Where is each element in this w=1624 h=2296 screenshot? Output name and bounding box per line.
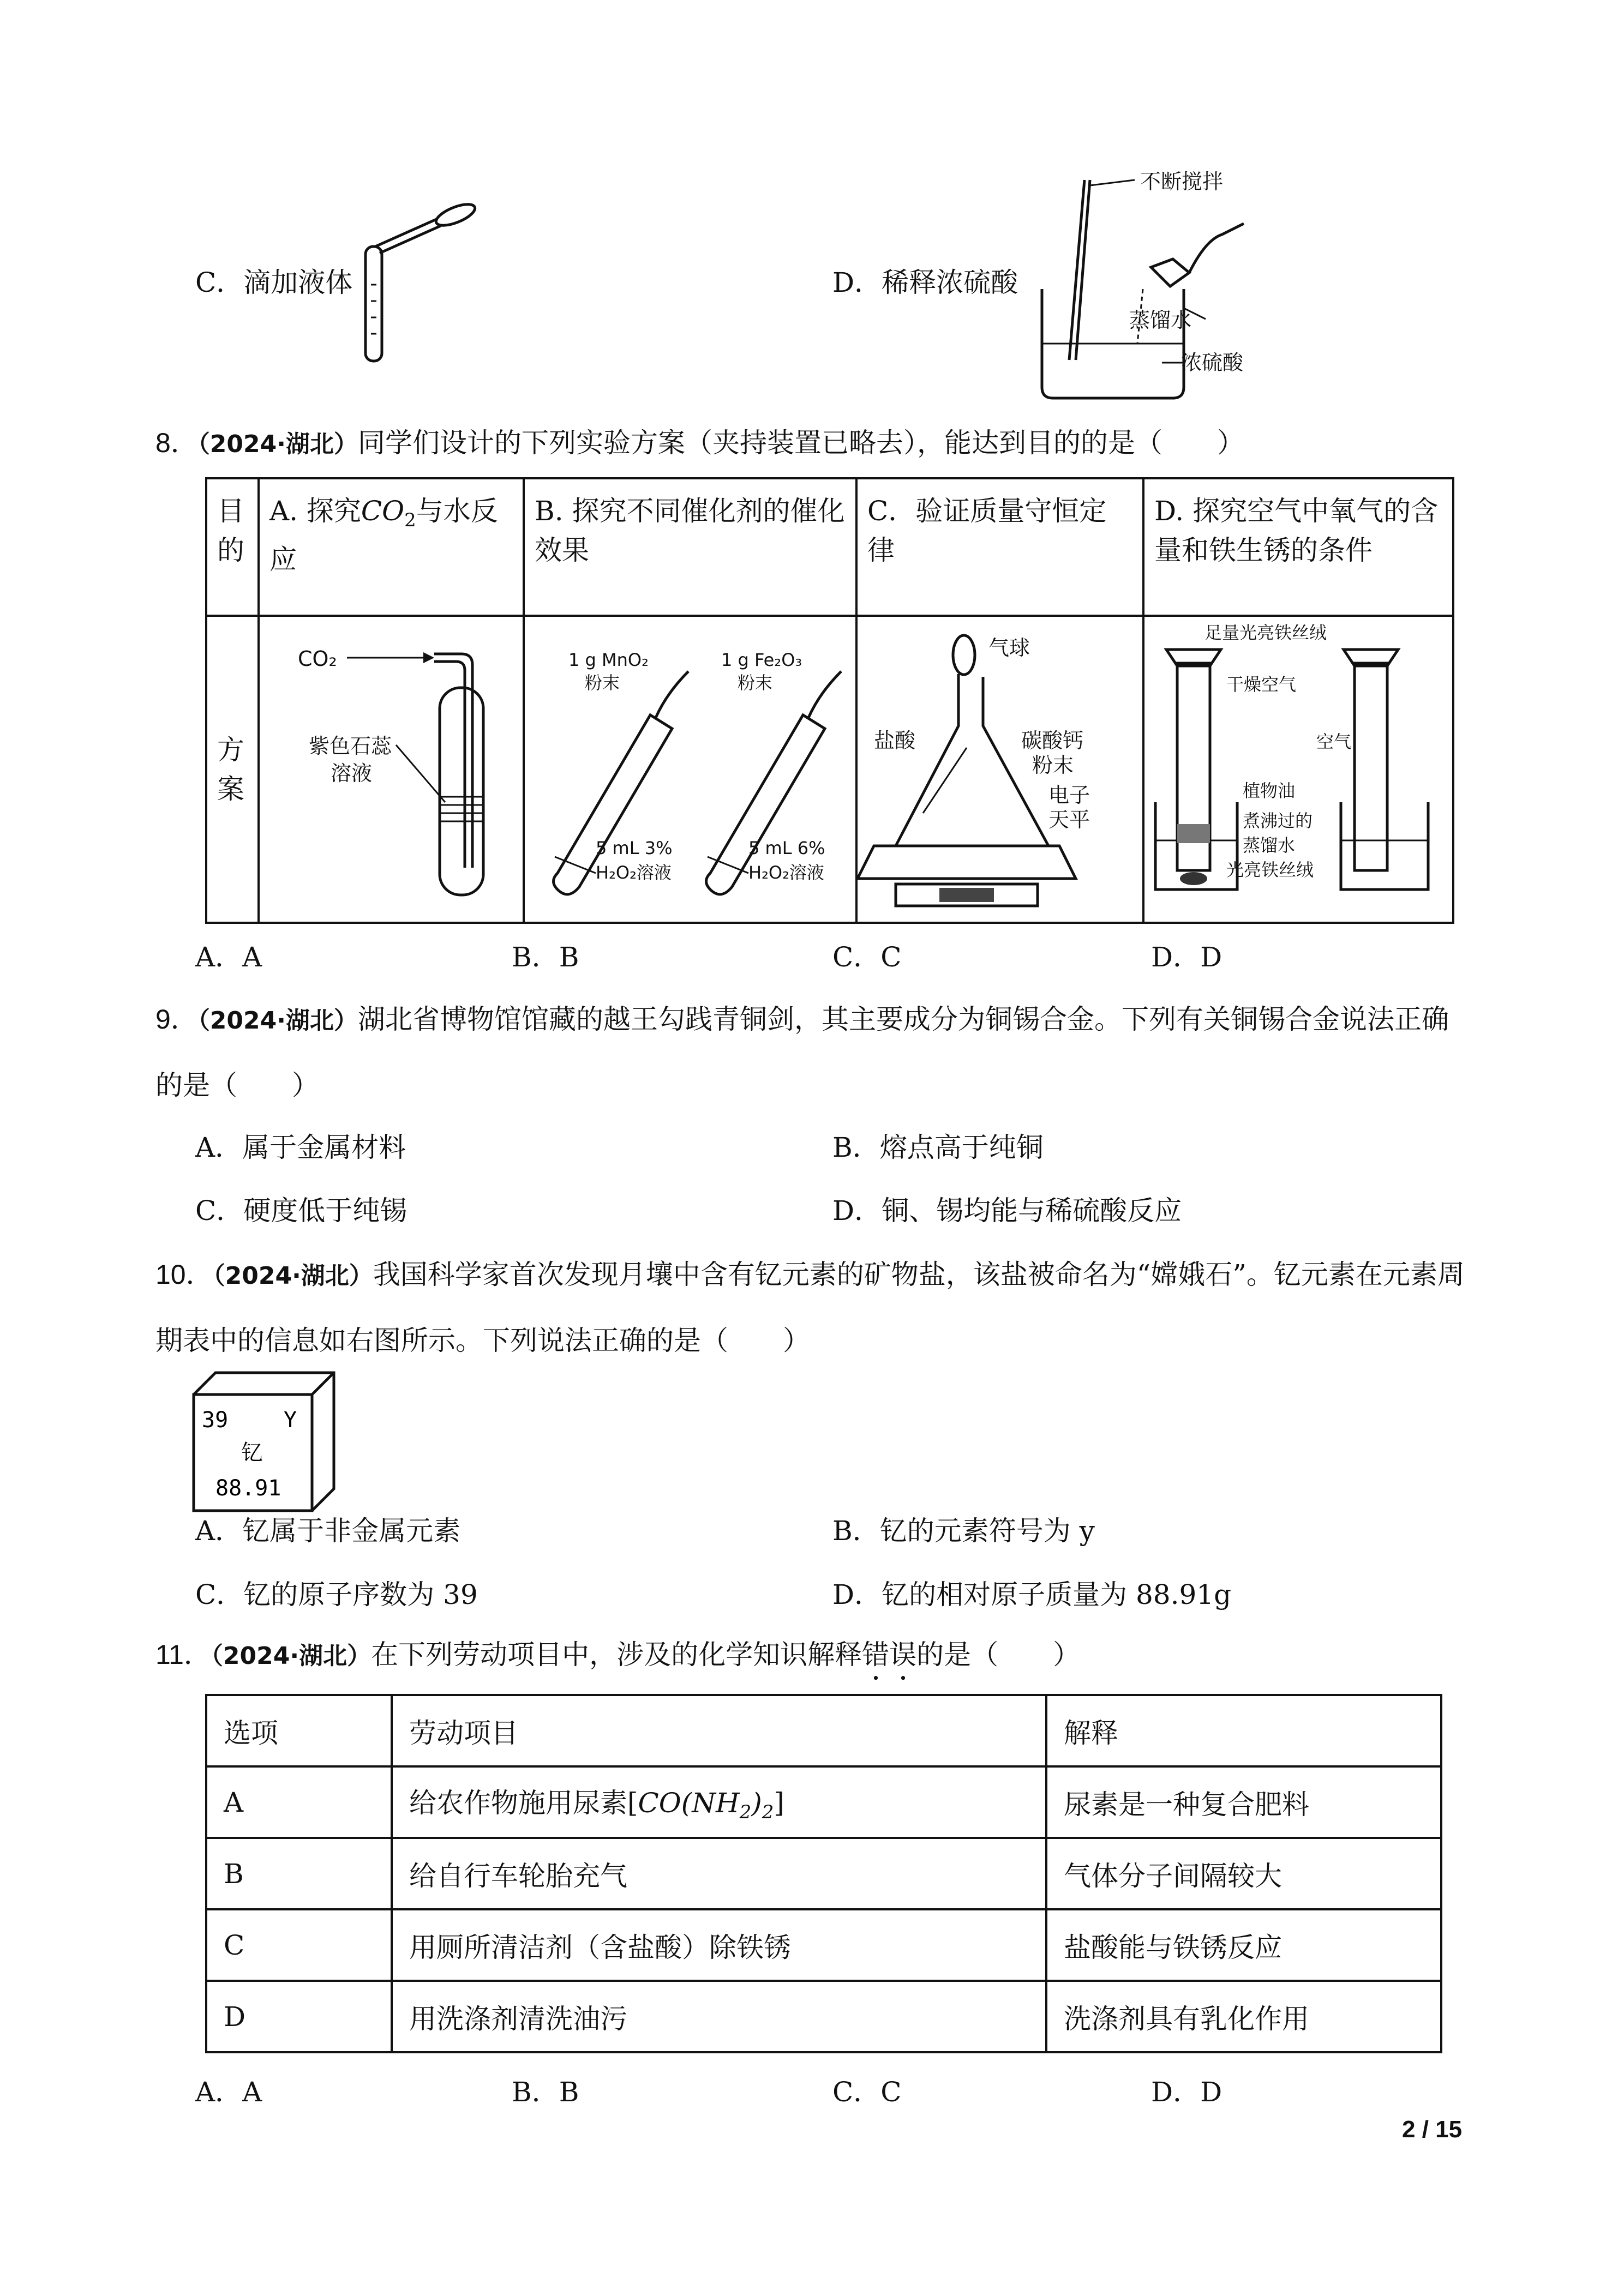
q9-number: 9． (155, 1004, 198, 1035)
label-litmus-2: 溶液 (331, 761, 373, 785)
q8-cell-d: D. 探究空气中氧气的含量和铁生锈的条件 (1143, 478, 1453, 616)
row-b-item: 给自行车轮胎充气 (392, 1838, 1046, 1909)
q11-text-pre: 在下列劳动项目中，涉及的化学知识解释 (371, 1639, 862, 1670)
label-water: 蒸馏水 (1129, 308, 1192, 332)
label-h2o2-6: 5 mL 6% (748, 838, 825, 858)
q8-option-a: A．A (195, 941, 262, 973)
q10-number: 10． (155, 1259, 213, 1290)
row-a-option: A (206, 1766, 392, 1838)
q9-option-d: D．铜、锡均能与稀硫酸反应 (832, 1195, 1182, 1227)
q9-stem (155, 987, 1476, 1117)
q8-text: 同学们设计的下列实验方案（夹持装置已略去），能达到目的的是（ ） (358, 427, 1244, 459)
q11-option-c: C．C (832, 2076, 902, 2108)
label-balance-2: 天平 (1048, 808, 1090, 832)
element-symbol: Y (284, 1408, 297, 1433)
label-fe2o3-powder: 粉末 (738, 672, 773, 693)
q11-text-post: 的是（ ） (916, 1639, 1081, 1670)
q9-option-b: B．熔点高于纯铜 (832, 1132, 1044, 1163)
q8-option-c: C．C (832, 941, 902, 973)
q9-option-c: C．硬度低于纯锡 (195, 1195, 408, 1227)
label-boiled: 煮沸过的 (1243, 810, 1313, 831)
row-b-option: B (206, 1838, 392, 1909)
table-row (206, 1838, 1441, 1909)
co2-litmus-figure (260, 617, 522, 911)
q8-number: 8． (155, 428, 198, 458)
row-d-item: 用洗涤剂清洗油污 (392, 1981, 1046, 2052)
q9-source: （2024·湖北） (197, 1007, 358, 1035)
q8-figure-a (259, 616, 524, 923)
q10-option-c: C．钇的原子序数为 39 (195, 1579, 478, 1610)
header-explain: 解释 (1046, 1695, 1441, 1766)
label-hcl: 盐酸 (874, 729, 916, 753)
label-stir: 不断搅拌 (1140, 170, 1224, 194)
label-distilled-water: 蒸馏水 (1243, 835, 1296, 856)
q8-stem (155, 423, 1244, 464)
q11-option-b: B．B (512, 2076, 579, 2108)
row-d-option: D (206, 1981, 392, 2052)
q11-table (205, 1694, 1442, 2053)
label-balance-1: 电子 (1048, 783, 1090, 807)
row-a-explain: 尿素是一种复合肥料 (1046, 1766, 1441, 1838)
row-b-explain: 气体分子间隔较大 (1046, 1838, 1441, 1909)
dilution-figure (1026, 164, 1260, 404)
row-c-option: C (206, 1909, 392, 1981)
element-number: 39 (202, 1408, 229, 1433)
q8-cell-c: C．验证质量守恒定律 (856, 478, 1143, 616)
q11-option-d: D．D (1151, 2076, 1223, 2108)
label-h2o2-sol-2: H₂O₂溶液 (748, 862, 824, 883)
option-d-dilute: D．稀释浓硫酸 (832, 267, 1018, 298)
q10-source: （2024·湖北） (213, 1262, 373, 1290)
page-number: 2 / 15 (1402, 2116, 1463, 2143)
element-mass: 88.91 (215, 1476, 281, 1501)
q10-option-d: D．钇的相对原子质量为 88.91g (832, 1579, 1232, 1610)
mass-conservation-figure (858, 617, 1141, 911)
q8-figure-b (524, 616, 856, 923)
label-fe2o3: 1 g Fe₂O₃ (721, 650, 802, 670)
table-row (206, 1909, 1441, 1981)
q11-stem (155, 1635, 1080, 1686)
q11-option-a: A．A (195, 2076, 262, 2108)
table-row (206, 1981, 1441, 2052)
row-a-item: 给农作物施用尿素$[CO(NH_2)_2]$ (392, 1766, 1046, 1838)
label-mno2: 1 g MnO₂ (568, 650, 649, 670)
catalyst-figure (525, 617, 852, 911)
q9-text: 湖北省博物馆馆藏的越王勾践青铜剑，其主要成分为铜锡合金。下列有关铜锡合金说法正确的是（ ） (155, 1003, 1449, 1101)
option-c-dropper: C．滴加液体 (195, 267, 353, 298)
header-option: 选项 (206, 1695, 392, 1766)
q8-head-purpose: 目的 (206, 478, 259, 616)
q11-source: （2024·湖北） (211, 1642, 371, 1670)
label-caco3-2: 粉末 (1032, 753, 1074, 777)
label-balloon: 气球 (988, 636, 1030, 660)
q8-table (205, 477, 1454, 924)
q8-figure-d (1143, 616, 1453, 923)
q8-cell-a: A. 探究$CO_2$与水反应 (259, 478, 524, 616)
dropper-figure (355, 203, 480, 366)
label-litmus-1: 紫色石蕊 (309, 734, 392, 758)
label-oil: 植物油 (1243, 780, 1296, 801)
q10-text: 我国科学家首次发现月壤中含有钇元素的矿物盐，该盐被命名为“嫦娥石”。钇元素在元素周期表中的信息如右图所示。下列说法正确的是（ ） (155, 1259, 1465, 1356)
element-name: 钇 (241, 1440, 263, 1465)
q10-option-a: A．钇属于非金属元素 (195, 1515, 461, 1547)
q11-number: 11． (155, 1639, 211, 1670)
q8-option-d: D．D (1151, 941, 1223, 973)
q10-option-b: B．钇的元素符号为 y (832, 1515, 1095, 1547)
q8-cell-b: B. 探究不同催化剂的催化效果 (524, 478, 856, 616)
label-air: 空气 (1316, 731, 1352, 752)
label-co2: CO₂ (298, 647, 337, 671)
label-mno2-powder: 粉末 (585, 672, 620, 693)
q10-stem (155, 1242, 1476, 1373)
table-row (206, 1766, 1441, 1838)
label-h2o2-3: 5 mL 3% (596, 838, 673, 858)
header-labor: 劳动项目 (392, 1695, 1046, 1766)
label-acid: 浓硫酸 (1181, 351, 1244, 375)
row-c-item: 用厕所清洁剂（含盐酸）除铁锈 (392, 1909, 1046, 1981)
q11-text-emphasis: 错误 (862, 1639, 917, 1670)
q8-figure-c (856, 616, 1143, 923)
label-iron-wool-bottom: 光亮铁丝绒 (1226, 860, 1314, 880)
q9-option-a: A．属于金属材料 (195, 1132, 406, 1163)
q8-head-scheme: 方案 (206, 616, 259, 923)
row-c-explain: 盐酸能与铁锈反应 (1046, 1909, 1441, 1981)
label-dry-air: 干燥空气 (1226, 674, 1297, 695)
q8-source: （2024·湖北） (197, 430, 358, 458)
label-h2o2-sol-1: H₂O₂溶液 (596, 862, 672, 883)
table-header-row (206, 1695, 1441, 1766)
q8-option-b: B．B (512, 941, 579, 973)
element-card-yttrium (191, 1370, 338, 1514)
label-caco3-1: 碳酸钙 (1021, 729, 1084, 753)
label-iron-wool-top: 足量光亮铁丝绒 (1204, 622, 1327, 643)
oxygen-rust-figure (1144, 617, 1450, 911)
row-d-explain: 洗涤剂具有乳化作用 (1046, 1981, 1441, 2052)
